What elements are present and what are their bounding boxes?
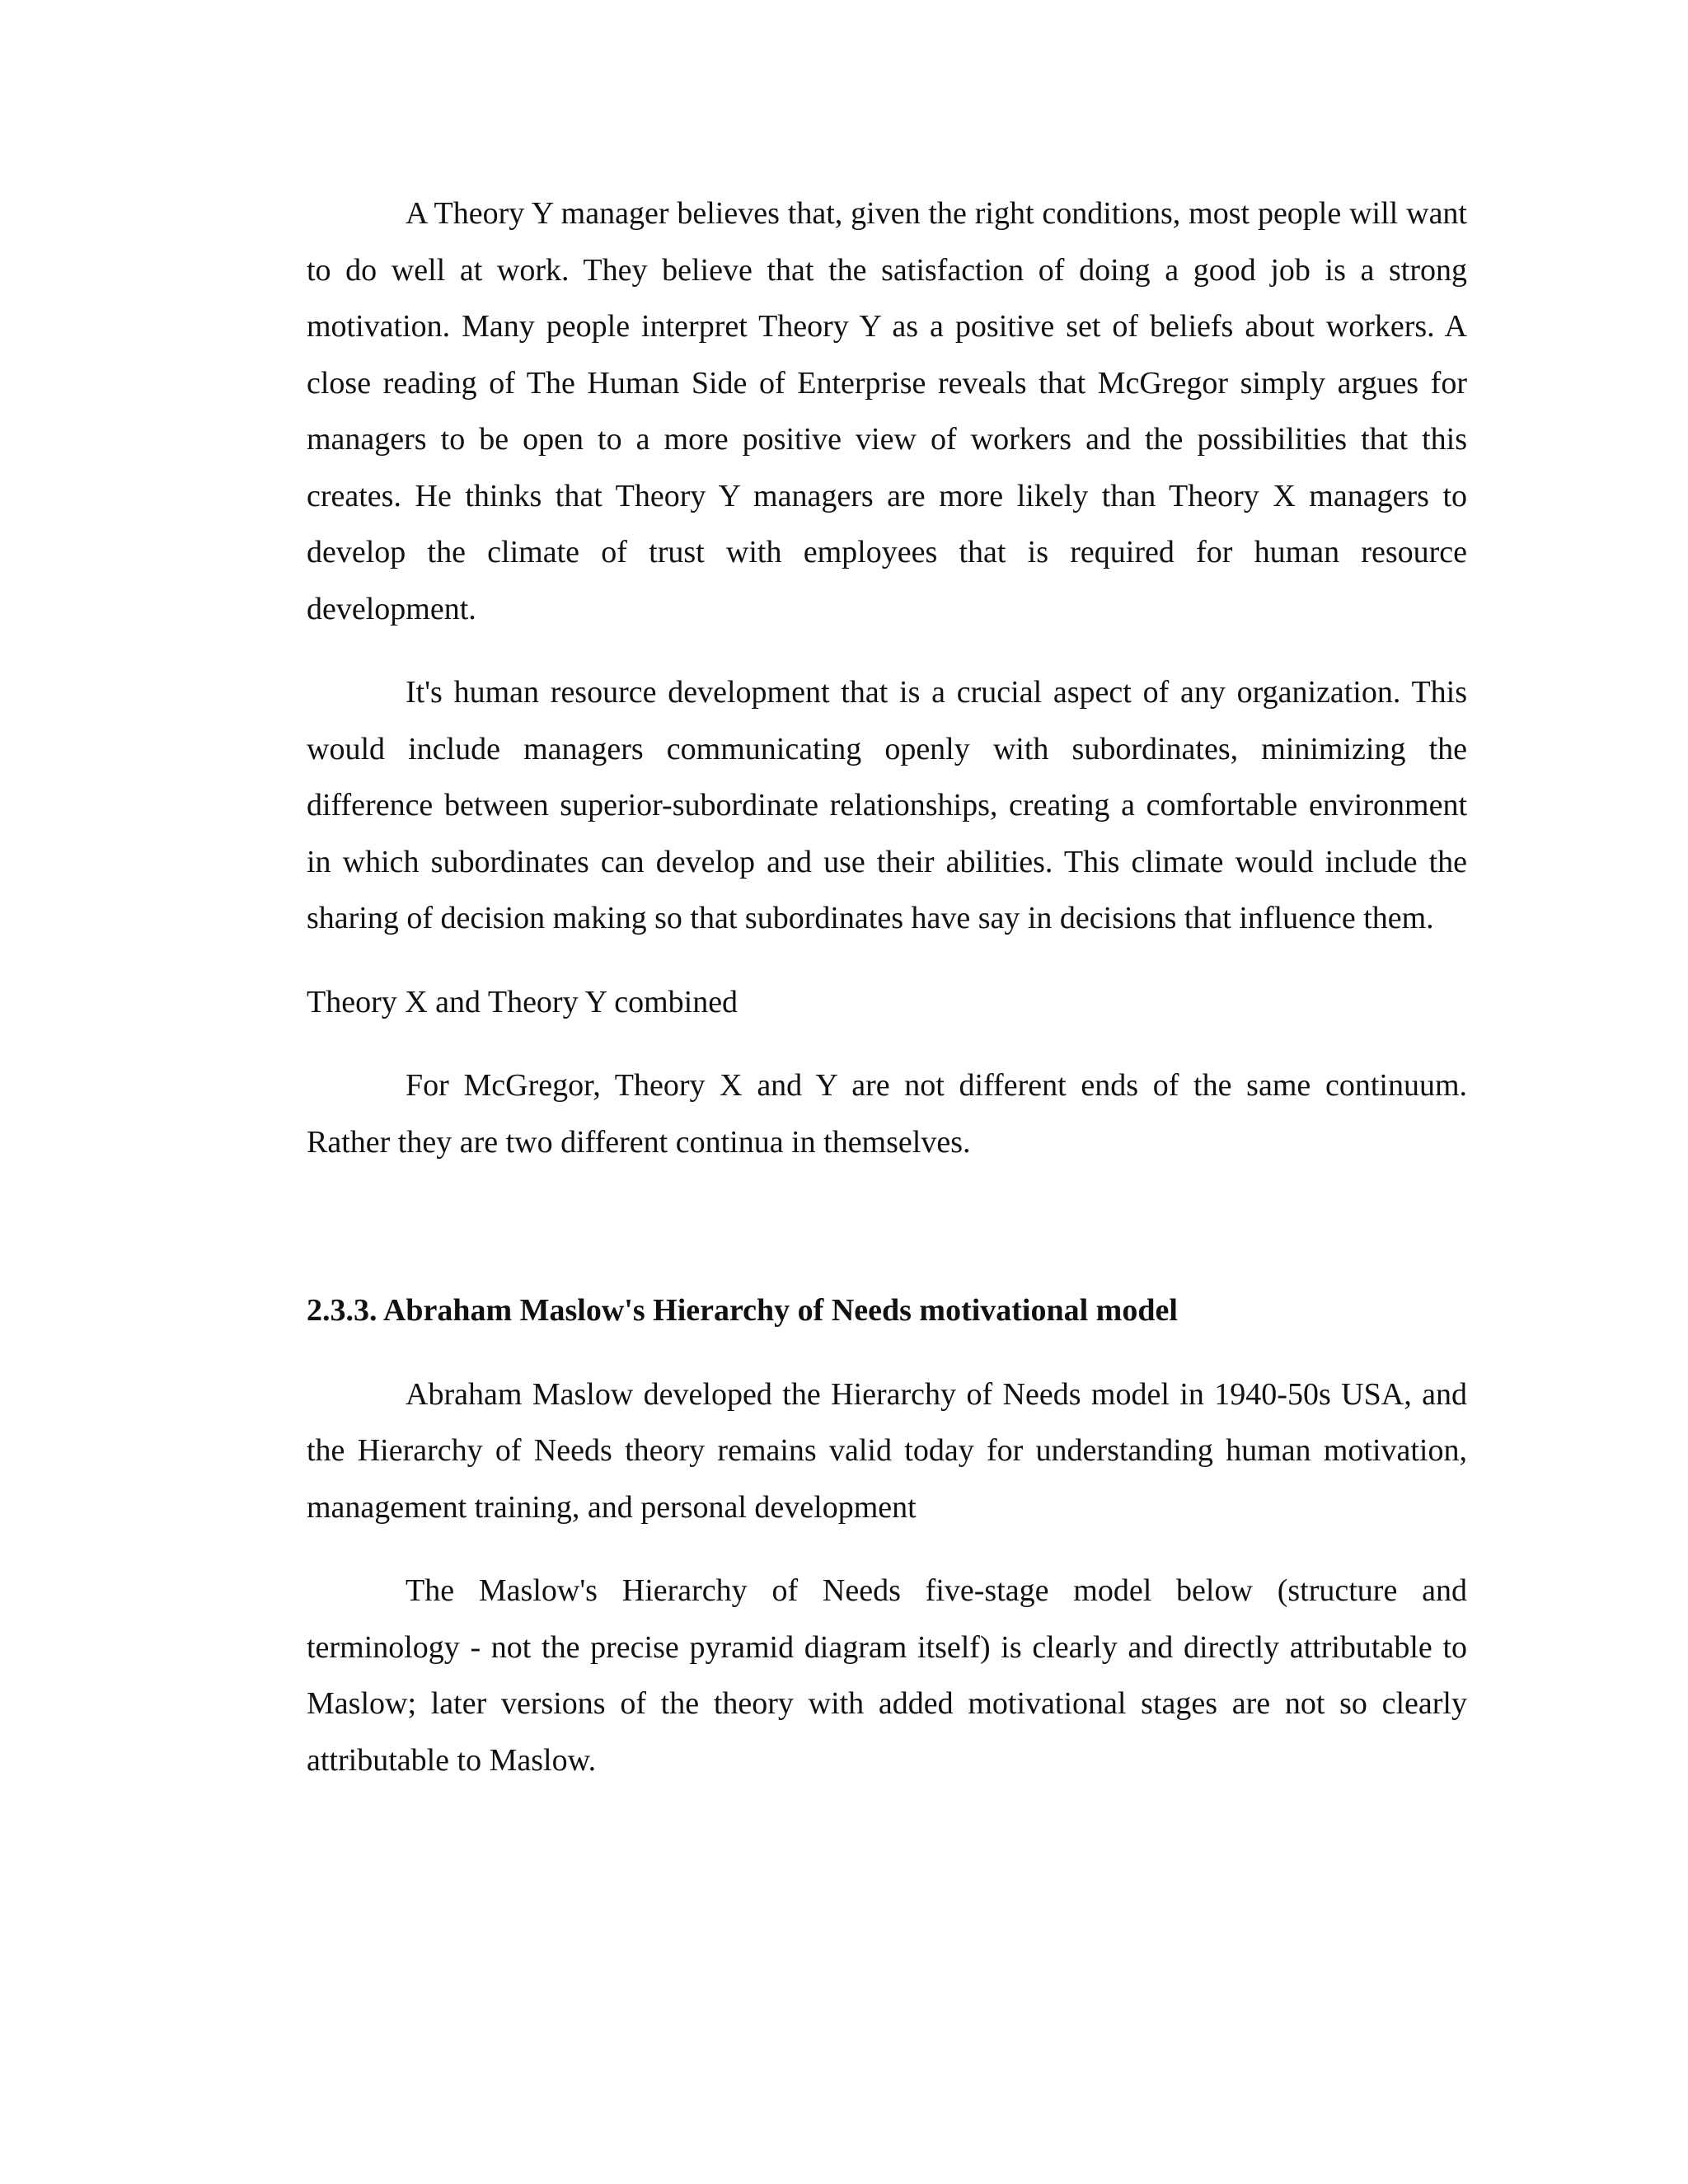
subheading-theory-combined: Theory X and Theory Y combined [307, 984, 738, 1019]
section-heading-maslow: 2.3.3. Abraham Maslow's Hierarchy of Needs motivational model [307, 1293, 1178, 1328]
page-content [307, 185, 1467, 1788]
paragraph-continua: For McGregor, Theory X and Y are not different ends of the same continuum. Rather they are two different continua in themselves. [307, 1068, 1467, 1160]
paragraph-spacer [307, 1535, 1467, 1563]
paragraph-hr-development: It's human resource development that is a crucial aspect of any organization. This would include managers communicating openly with subordinates, minimizing the difference between superior-subordinate relationships, creating a comfortable environment in which subordinates can develop and use their abilities. This climate would include the sharing of decision making so that subordinates have say in decisions that influence them. [307, 675, 1467, 935]
paragraph-spacer [307, 637, 1467, 664]
section-spacer [307, 1170, 1467, 1282]
paragraph-spacer [307, 947, 1467, 974]
paragraph-spacer [307, 1030, 1467, 1057]
paragraph-maslow-model: The Maslow's Hierarchy of Needs five-stage model below (structure and terminology - not the precise pyramid diagram itself) is clearly and directly attributable to Maslow; later versions of the theory with added motivational stages are not so clearly attributable to Maslow. [307, 1573, 1467, 1778]
paragraph-spacer [307, 1339, 1467, 1366]
paragraph-theory-y: A Theory Y manager believes that, given the right conditions, most people will want to do well at work. They believe that the satisfaction of doing a good job is a strong motivation. Many people interpret Theory Y as a positive set of beliefs about workers. A close reading of The Human Side of Enterprise reveals that McGregor simply argues for managers to be open to a more positive view of workers and the possibilities that this creates. He thinks that Theory Y managers are more likely than Theory X managers to develop the climate of trust with employees that is required for human resource development. [307, 196, 1467, 626]
paragraph-maslow-intro: Abraham Maslow developed the Hierarchy of Needs model in 1940-50s USA, and the Hierarchy of Needs theory remains valid today for understanding human motivation, management training, and personal development [307, 1376, 1467, 1525]
